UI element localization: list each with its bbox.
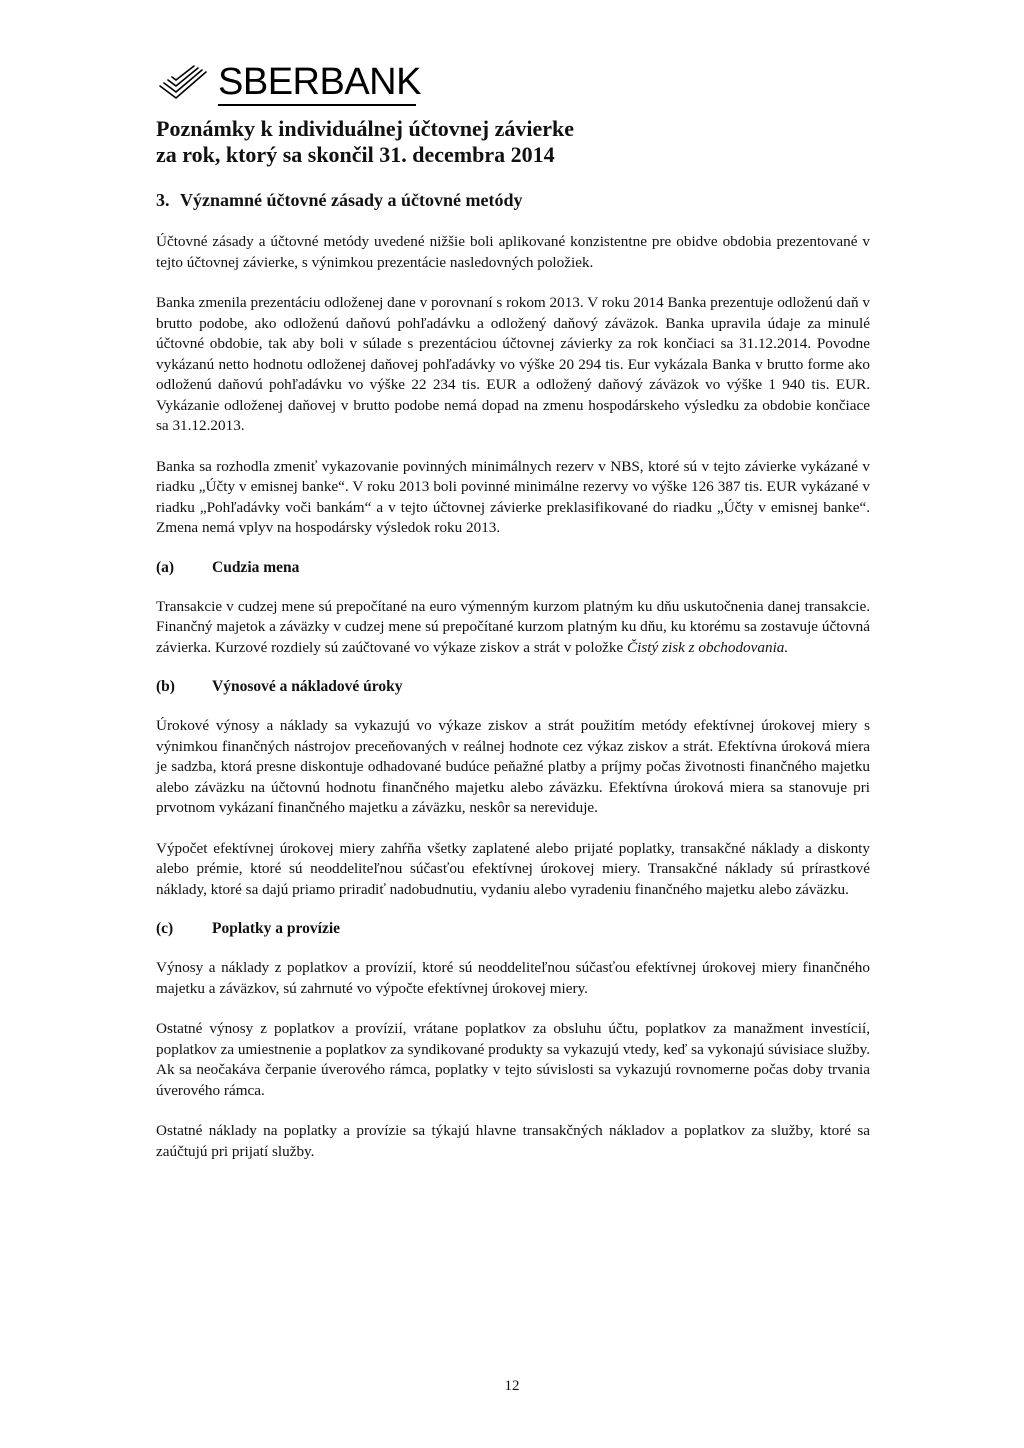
subsection-c-paragraph-3: Ostatné náklady na poplatky a provízie sa týkajú hlavne transakčných nákladov a poplatkov za služby, ktoré sa zaúčtujú pri prijatí služby.: [156, 1122, 870, 1160]
subsection-a-paragraph: [156, 597, 870, 659]
subsection-a-text: Transakcie v cudzej mene sú prepočítané na euro výmenným kurzom platným ku dňu uskutočnenia danej transakcie. Finančný majetok a záväzky v cudzej mene sú prepočítané kurzom platným ku dňu, ku ktorému sa zostavuje účtovná závierka. Kurzové rozdiely sú zaúčtované vo výkaze ziskov a strát v položke: [156, 597, 870, 656]
subsection-a-title: Cudzia mena: [212, 558, 300, 576]
bank-name: SBERBANK: [218, 61, 421, 103]
page-number: 12: [504, 1378, 520, 1394]
subsection-b-title: Výnosové a nákladové úroky: [212, 678, 403, 695]
intro-paragraph-1: Účtovné zásady a účtovné metódy uvedené nižšie boli aplikované konzistentne pre obidve obdobia prezentované v tejto účtovnej závierke, s výnimkou prezentácie nasledovných položiek.: [156, 233, 870, 271]
logo-underline: [218, 104, 416, 106]
title-line-1: Poznámky k individuálnej účtovnej závierke: [156, 116, 575, 141]
subsection-a-letter: (a): [156, 558, 175, 576]
subsection-c-title: Poplatky a provízie: [212, 920, 341, 937]
subsection-c-paragraph-2: Ostatné výnosy z poplatkov a provízií, vrátane poplatkov za obsluhu účtu, poplatkov za manažment investícií, poplatkov za umiestnenie a poplatkov za syndikované produkty sa vykazujú vtedy, keď sa vykonajú súvisiace služby. Ak sa neočakáva čerpanie úverového rámca, poplatky v tejto súvislosti sa vykazujú rovnomerne počas doby trvania úverového rámca.: [156, 1020, 870, 1099]
intro-paragraph-3: Banka sa rozhodla zmeniť vykazovanie povinných minimálnych rezerv v NBS, ktoré sú v tejto závierke vykázané v riadku „Účty v emisnej banke“. V roku 2013 boli povinné minimálne rezervy vo výške 126 387 tis. EUR vykázané v riadku „Pohľadávky voči bankám“ a v tejto účtovnej závierke preklasifikované do riadku „Účty v emisnej banke“. Zmena nemá vplyv na hospodársky výsledok roku 2013.: [156, 457, 870, 536]
subsection-b-paragraph-1: Úrokové výnosy a náklady sa vykazujú vo výkaze ziskov a strát použitím metódy efektívnej úrokovej miery s výnimkou finančných nástrojov preceňovaných v reálnej hodnote cez výkaz ziskov a strát. Efektívna úroková miera je sadzba, ktorá presne diskontuje odhadované budúce peňažné platby a príjmy počas životnosti finančného majetku alebo záväzku na účtovnú hodnotu finančného majetku alebo záväzku. Efektívna úroková miera sa stanovuje pri prvotnom vykázaní finančného majetku a záväzku, neskôr sa nereviduje.: [156, 717, 870, 816]
subsection-a-italic: Čistý zisk z obchodovania.: [627, 638, 789, 656]
document-page: [156, 50, 870, 1162]
subsection-c-letter: (c): [156, 920, 174, 937]
sberbank-logo-icon: [156, 62, 212, 102]
document-title: [156, 116, 870, 168]
intro-paragraph-2: Banka zmenila prezentáciu odloženej dane v porovnaní s rokom 2013. V roku 2014 Banka prezentuje odloženú daň v brutto podobe, ako odloženú daňovú pohľadávku a odložený daňový záväzok. Banka upravila údaje za minulé účtovné obdobie, tak aby boli v súlade s prezentáciou účtovnej závierky za rok končiaci sa 31.12.2014. Povodne vykázanú netto hodnotu odloženej daňovej pohľadávky vo výške 20 294 tis. Eur vykázala Banka v brutto forme ako odloženú daňovú pohľadávku vo výške 22 234 tis. EUR a odložený daňový záväzok vo výške 1 940 tis. EUR. Vykázanie odloženej daňovej v brutto podobe nemá dopad na zmenu hospodárskeho výsledku za obdobie končiace sa 31.12.2013.: [156, 294, 870, 434]
subsection-b-heading: [156, 678, 870, 696]
subsection-a-heading: [156, 559, 870, 577]
section-title: Významné účtovné zásady a účtovné metódy: [180, 190, 523, 210]
subsection-c-heading: [156, 920, 870, 938]
section-number: 3.: [156, 190, 170, 210]
section-heading: [156, 190, 870, 211]
subsection-b-paragraph-2: Výpočet efektívnej úrokovej miery zahŕňa všetky zaplatené alebo prijaté poplatky, transakčné náklady a diskonty alebo prémie, ktoré sú neoddeliteľnou súčasťou efektívnej úrokovej miery. Transakčné náklady sú prírastkové náklady, ktoré sa dajú priamo priradiť nadobudnutiu, vydaniu alebo vyradeniu finančného majetku alebo záväzku.: [156, 839, 870, 898]
bank-logo: [156, 50, 870, 102]
title-line-2: za rok, ktorý sa skončil 31. decembra 2014: [156, 142, 555, 167]
subsection-c-paragraph-1: Výnosy a náklady z poplatkov a provízií, ktoré sú neoddeliteľnou súčasťou efektívnej úrokovej miery finančného majetku a záväzkov, sú zahrnuté vo výpočte efektívnej úrokovej miery.: [156, 959, 870, 997]
subsection-b-letter: (b): [156, 678, 175, 695]
